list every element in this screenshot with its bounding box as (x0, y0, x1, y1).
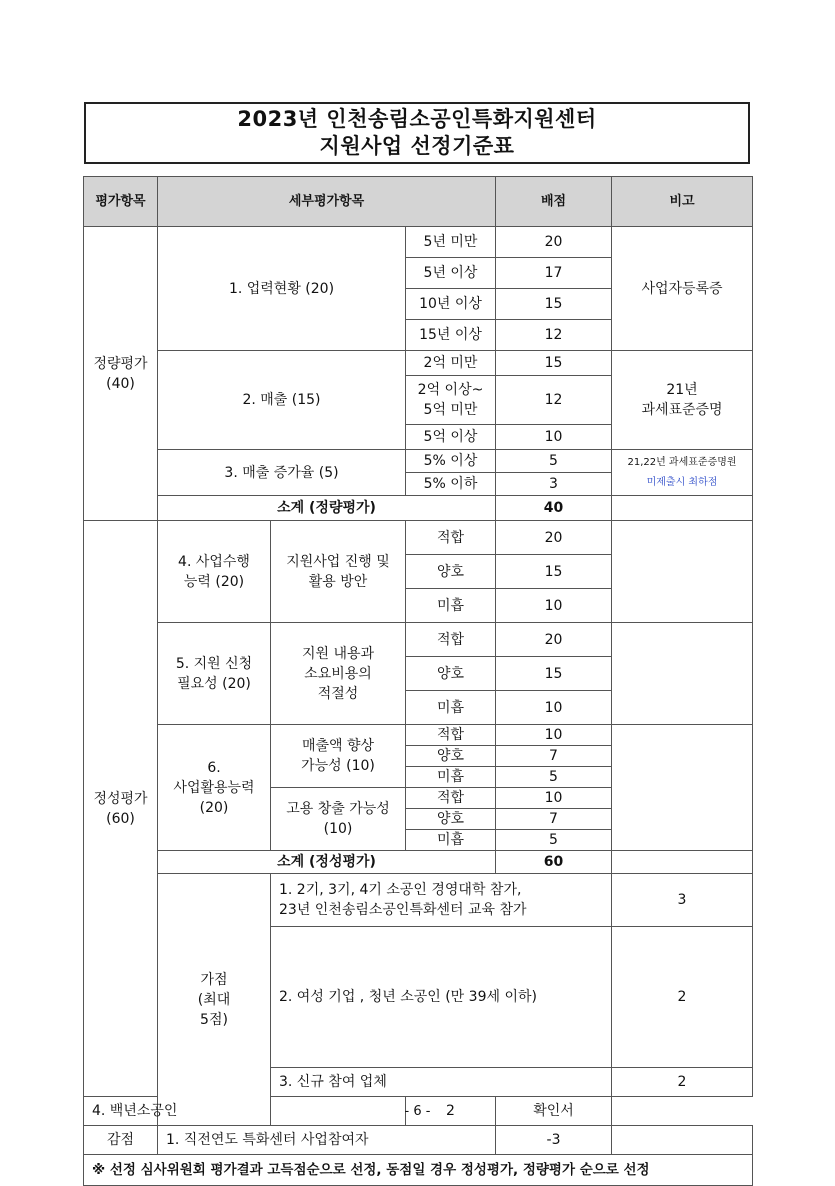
item5-score: 20 (496, 623, 612, 657)
bonus-remark: 확인서 (496, 1097, 612, 1126)
penalty-score: -3 (496, 1126, 612, 1155)
item2-cond: 5억 이상 (406, 425, 496, 450)
item2-remark-line1: 21년 (666, 382, 698, 398)
table-row (84, 1155, 753, 1186)
item4-sub-line1: 지원사업 진행 및 (286, 553, 390, 570)
item1-score: 12 (496, 320, 612, 351)
item2-cond: 2억 미만 (406, 351, 496, 376)
item1-score: 20 (496, 227, 612, 258)
qualitative-subtotal-label: 소계 (정성평가) (158, 851, 496, 874)
item4-score: 20 (496, 521, 612, 555)
item6-grade: 양호 (406, 809, 496, 830)
item6-grade: 적합 (406, 725, 496, 746)
quantitative-subtotal-score: 40 (496, 496, 612, 521)
item5-grade: 미흡 (406, 691, 496, 725)
table-header-row (84, 177, 753, 227)
quantitative-label-cell (84, 227, 158, 521)
header-category: 평가항목 (84, 177, 158, 227)
empty-cell (612, 521, 753, 623)
item2-remark-line2: 과세표준증명 (641, 402, 723, 418)
item4-grade: 양호 (406, 555, 496, 589)
item1-cond: 5년 이상 (406, 258, 496, 289)
table-row (84, 851, 753, 874)
bonus-label-line1: 가점 (200, 971, 228, 988)
item6-grade: 미흡 (406, 830, 496, 851)
title-line-2: 지원사업 선정기준표 (319, 134, 515, 158)
item4-grade: 미흡 (406, 589, 496, 623)
page-number: - 6 - (404, 1104, 431, 1119)
empty-cell (612, 725, 753, 851)
item4-name (158, 521, 271, 623)
item3-score: 3 (496, 473, 612, 496)
bonus-item-4: 4. 백년소공인 (84, 1097, 406, 1126)
bonus-label-line3: 5점) (200, 1011, 228, 1028)
item6-subA-line1: 매출액 향상 (301, 738, 375, 754)
table-row (84, 623, 753, 657)
item2-score: 12 (496, 376, 612, 425)
qualitative-label-cell (84, 521, 158, 1097)
item1-score: 15 (496, 289, 612, 320)
item5-score: 15 (496, 657, 612, 691)
empty-cell (612, 851, 753, 874)
item6-grade: 적합 (406, 788, 496, 809)
item3-cond: 5% 이상 (406, 450, 496, 473)
item3-remark-line1: 21,22년 과세표준증명원 (627, 456, 737, 468)
bonus-item-1-line1: 1. 2기, 3기, 4기 소공인 경영대학 참가, (279, 882, 522, 898)
table-row (84, 521, 753, 555)
qualitative-max: (60) (106, 810, 135, 827)
quantitative-label: 정량평가 (93, 355, 148, 372)
title-line-1: 2023년 인천송림소공인특화지원센터 (237, 107, 597, 131)
quantitative-max: (40) (106, 375, 135, 392)
item4-sub (271, 521, 406, 623)
item5-sub-line2: 소요비용의 (304, 665, 372, 682)
item2-remark (612, 351, 753, 450)
item1-cond: 5년 미만 (406, 227, 496, 258)
bonus-item-2: 2. 여성 기업 , 청년 소공인 (만 39세 이하) (271, 927, 612, 1068)
bonus-score: 3 (612, 874, 753, 927)
bonus-score: 2 (612, 927, 753, 1068)
empty-cell (612, 496, 753, 521)
item2-cond-line1: 2억 이상~ (417, 382, 484, 398)
item1-cond: 10년 이상 (406, 289, 496, 320)
item2-score: 10 (496, 425, 612, 450)
item6-grade: 미흡 (406, 767, 496, 788)
item4-sub-line2: 활용 방안 (308, 573, 368, 590)
item5-name (158, 623, 271, 725)
item6-name (158, 725, 271, 851)
item5-sub (271, 623, 406, 725)
item6-name-line2: 사업활용능력 (173, 779, 255, 796)
item5-grade: 양호 (406, 657, 496, 691)
item1-name: 1. 업력현황 (20) (158, 227, 406, 351)
item6-subB-line2: (10) (323, 821, 353, 837)
qualitative-subtotal-score: 60 (496, 851, 612, 874)
item5-name-line1: 5. 지원 신청 (175, 655, 253, 672)
item2-name: 2. 매출 (15) (158, 351, 406, 450)
table-row (84, 1126, 753, 1155)
empty-cell (612, 623, 753, 725)
item6-name-line3: (20) (199, 799, 229, 816)
item6-subB (271, 788, 406, 851)
item2-cond-line2: 5억 미만 (423, 402, 478, 418)
item3-name: 3. 매출 증가율 (5) (158, 450, 406, 496)
item6-score: 10 (496, 725, 612, 746)
item6-grade: 양호 (406, 746, 496, 767)
item5-sub-line1: 지원 내용과 (301, 645, 375, 662)
item1-remark: 사업자등록증 (612, 227, 753, 351)
item4-name-line2: 능력 (20) (183, 573, 245, 590)
document-title (84, 102, 750, 164)
table-row (84, 227, 753, 258)
item4-grade: 적합 (406, 521, 496, 555)
item2-cond (406, 376, 496, 425)
item1-cond: 15년 이상 (406, 320, 496, 351)
table-row (84, 496, 753, 521)
bonus-item-1-line2: 23년 인천송림소공인특화센터 교육 참가 (279, 902, 527, 918)
bonus-item-1 (271, 874, 612, 927)
header-score: 배점 (496, 177, 612, 227)
quantitative-subtotal-label: 소계 (정량평가) (158, 496, 496, 521)
item5-grade: 적합 (406, 623, 496, 657)
item6-subB-line1: 고용 창출 가능성 (286, 801, 390, 817)
item3-remark (612, 450, 753, 496)
item6-subA-line2: 가능성 (10) (301, 758, 375, 774)
header-remark: 비고 (612, 177, 753, 227)
bonus-label-cell (158, 874, 271, 1126)
bonus-label-line2: (최대 (197, 991, 231, 1008)
header-detail: 세부평가항목 (158, 177, 496, 227)
bonus-score: 2 (406, 1097, 496, 1126)
bonus-score: 2 (612, 1068, 753, 1097)
table-row (84, 450, 753, 473)
table-row (84, 351, 753, 376)
item2-score: 15 (496, 351, 612, 376)
item4-score: 15 (496, 555, 612, 589)
footnote: ※ 선정 심사위원회 평가결과 고득점순으로 선정, 동점일 경우 정성평가, 정량평가 순으로 선정 (84, 1155, 753, 1186)
item6-score: 5 (496, 767, 612, 788)
item3-cond: 5% 이하 (406, 473, 496, 496)
penalty-item: 1. 직전연도 특화센터 사업참여자 (158, 1126, 496, 1155)
item6-subA (271, 725, 406, 788)
item3-score: 5 (496, 450, 612, 473)
item6-score: 7 (496, 746, 612, 767)
table-row (84, 874, 753, 927)
item6-score: 10 (496, 788, 612, 809)
item5-name-line2: 필요성 (20) (177, 675, 251, 692)
selection-criteria-table (83, 176, 753, 1186)
item6-score: 7 (496, 809, 612, 830)
qualitative-label: 정성평가 (93, 790, 148, 807)
empty-cell (612, 1126, 753, 1155)
table-row (84, 725, 753, 746)
item1-score: 17 (496, 258, 612, 289)
item3-remark-line2: 미제출시 최하점 (646, 476, 718, 488)
item6-name-line1: 6. (207, 759, 221, 776)
item5-sub-line3: 적절성 (317, 685, 359, 702)
item6-score: 5 (496, 830, 612, 851)
item4-score: 10 (496, 589, 612, 623)
bonus-item-3: 3. 신규 참여 업체 (271, 1068, 612, 1097)
item4-name-line1: 4. 사업수행 (178, 553, 250, 570)
penalty-label: 감점 (84, 1126, 158, 1155)
item5-score: 10 (496, 691, 612, 725)
